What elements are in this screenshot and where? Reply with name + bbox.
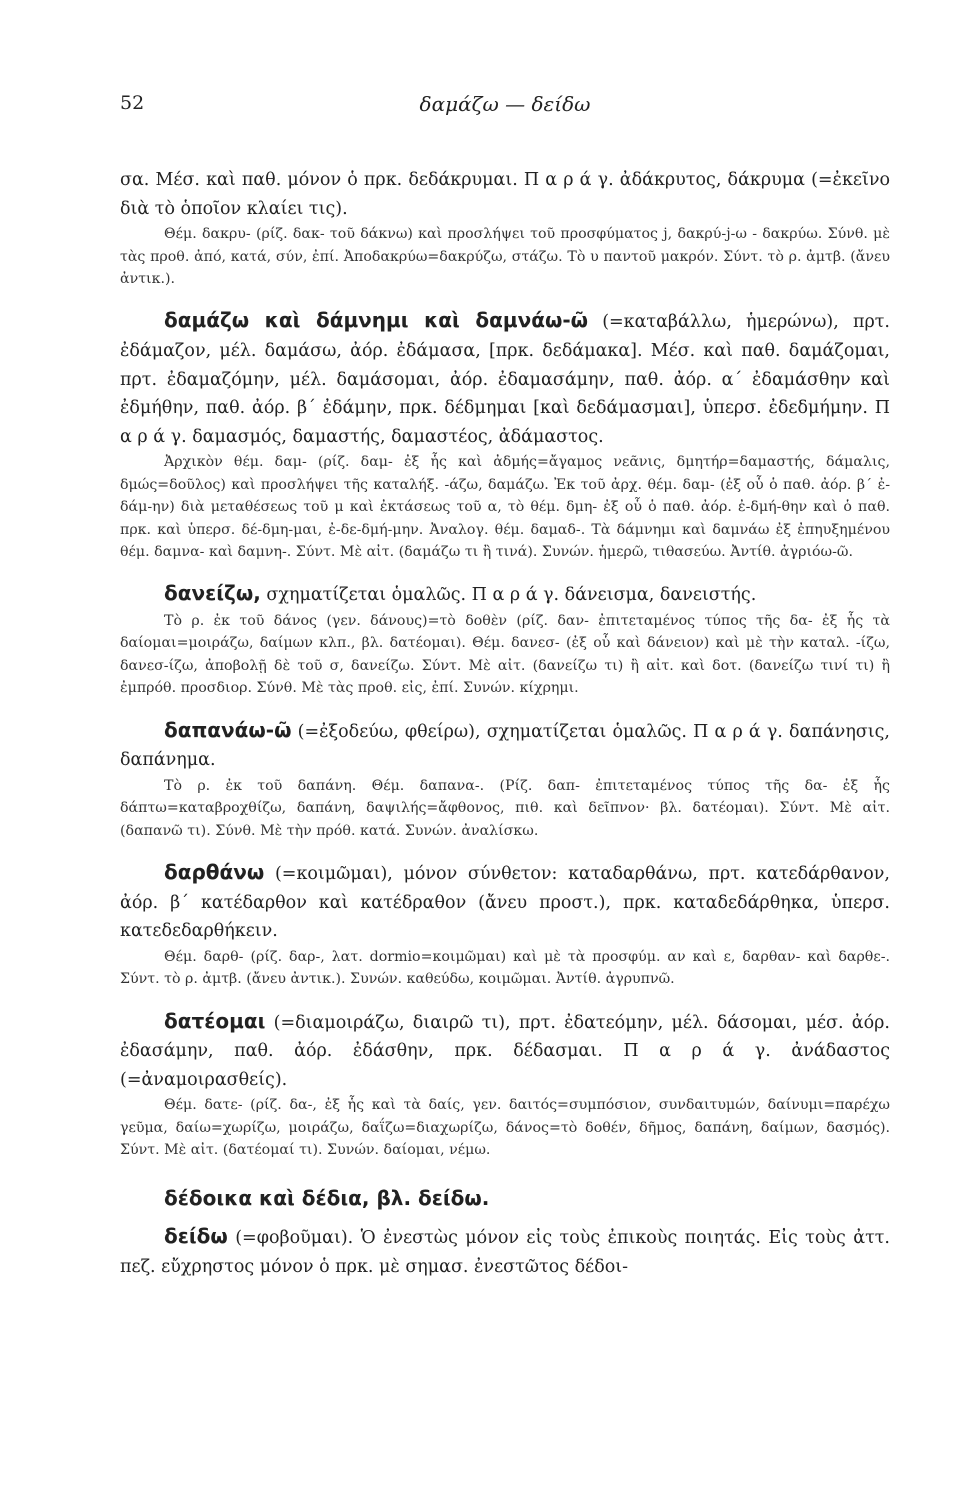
entry-main-paragraph (120, 1007, 890, 1095)
page-header (120, 92, 890, 122)
entry-etymology-note: Ἀρχικὸν θέμ. δαμ- (ρίζ. δαμ- ἐξ ἧς καὶ ἀδμής=ἄγαμος νεᾶνις, δμητήρ=δαμαστής, δάμαλις, δμώς=δοῦλος) καὶ προσλήψει τῆς καταλήξ. -άζω, δαμάζω. Ἐκ τοῦ ἀρχ. θέμ. δαμ- (ἐξ οὗ ὁ παθ. ἀόρ. β΄ ἐ-δάμ-ην) διὰ μεταθέσεως τοῦ μ καὶ ἐκτάσεως τοῦ α, τὸ θέμ. δμη- ἐξ οὗ ὁ παθ. ἀόρ. ἐ-δμή-θην καὶ ὁ παθ. πρκ. καὶ ὑπερσ. δέ-δμη-μαι, ἐ-δε-δμή-μην. Ἀναλογ. θέμ. δαμαδ-. Τὰ δάμνημι καὶ δαμνάω ἐξ ἐπηυξημένου θέμ. δαμνα- καὶ δαμνη-. Σύντ. Μὲ αἰτ. (δαμάζω τι ἢ τινά). Συνών. ἡμερῶ, τιθασεύω. Ἀντίθ. ἀγριόω-ῶ. (120, 454, 890, 560)
entry-main-text: (=κοιμῶμαι), μόνον σύνθετον: καταδαρθάνω, πρτ. κατεδάρθανον, ἀόρ. β΄ κατέδαρθον καὶ κατέδραθον (ἄνευ προστ.), πρκ. καταδεδάρθηκα, ὑπερσ. κατεδεδαρθήκειν. (120, 864, 890, 942)
entry-deido (120, 1222, 890, 1281)
entry-main-paragraph (120, 858, 890, 946)
entry-daneizo (120, 579, 890, 699)
entry-main-text: (=διαμοιράζω, διαιρῶ τι), πρτ. ἐδατεόμην, μέλ. δάσομαι, μέσ. ἀόρ. ἐδασάμην, παθ. ἀόρ. ἐδάσθην, πρκ. δέδασμαι. Π α ρ ά γ. ἀνάδαστος (=ἀναμοιρασθείς). (120, 1012, 890, 1090)
entry-dakryo-continuation (120, 166, 890, 290)
running-head: δαμάζω — δείδω (419, 92, 591, 116)
entry-main-paragraph (120, 716, 890, 775)
entry-main-paragraph (120, 1184, 890, 1215)
entry-damazo (120, 306, 890, 563)
entry-main-text: (=φοβοῦμαι). Ὁ ἐνεστὼς μόνον εἰς τοὺς ἐπικοὺς ποιητάς. Εἰς τοὺς ἀττ. πεζ. εὔχρηστος μόνον ὁ πρκ. μὲ σημασ. ἐνεστῶτος δέδοι- (120, 1228, 890, 1277)
entry-main-paragraph (120, 306, 890, 451)
entry-headword: δαπανάω-ῶ (164, 717, 292, 742)
entry-etymology-note: Θέμ. δαρθ- (ρίζ. δαρ-, λατ. dormio=κοιμῶμαι) καὶ μὲ τὰ προσφύμ. αν καὶ ε, δαρθαν- καὶ δαρθε-. Σύντ. τὸ ρ. ἀμτβ. (ἄνευ ἀντικ.). Συνών. καθεύδω, κοιμῶμαι. Ἀντίθ. ἀγρυπνῶ. (120, 948, 890, 988)
entry-etymology-note: Τὸ ρ. ἐκ τοῦ δαπάνη. Θέμ. δαπανα-. (Ρίζ. δαπ- ἐπιτεταμένος τύπος τῆς δα- ἐξ ἧς δάπτω=καταβροχθίζω, δαπάνη, δαψιλής=ἄφθονος, πιθ. καὶ δεῖπνον· βλ. δατέομαι). Σύντ. Μὲ αἰτ. (δαπανῶ τι). Σύνθ. Μὲ τὴν πρόθ. κατά. Συνών. ἀναλίσκω. (120, 777, 890, 839)
entry-headword: δείδω (164, 1224, 228, 1249)
entry-main-paragraph (120, 579, 890, 610)
entry-etymology-note: Τὸ ρ. ἐκ τοῦ δάνος (γεν. δάνους)=τὸ δοθὲν (ρίζ. δαν- ἐπιτεταμένος τύπος τῆς δα- ἐξ ἧς τὰ δαίομαι=μοιράζω, δαίμων κλπ., βλ. δατέομαι). Θέμ. δανεσ- (ἐξ οὗ καὶ δάνειον) καὶ μὲ τὴν καταλ. -ίζω, δανεσ-ίζω, ἀποβολῇ δὲ τοῦ σ, δανείζω. Σύντ. Μὲ αἰτ. (δανείζω τι) ἢ αἰτ. καὶ δοτ. (δανείζω τινί τι) ἢ ἐμπρόθ. προσδιορ. Σύνθ. Μὲ τὰς προθ. εἰς, ἐπί. Συνών. κίχρημι. (120, 613, 890, 697)
entry-dedoika (120, 1184, 890, 1215)
page-body (120, 150, 890, 1281)
entry-main-text: σα. Μέσ. καὶ παθ. μόνον ὁ πρκ. δεδάκρυμαι. Π α ρ ά γ. ἀδάκρυτος, δάκρυμα (=ἐκεῖνο διὰ τὸ ὁποῖον κλαίει τις). (120, 170, 890, 219)
entry-main-paragraph (120, 1222, 890, 1281)
entry-main-text: σχηματίζεται ὁμαλῶς. Π α ρ ά γ. δάνεισμα, δανειστής. (266, 585, 757, 606)
entry-etymology-note: Θέμ. δατε- (ρίζ. δα-, ἐξ ἧς καὶ τὰ δαίς, γεν. δαιτός=συμπόσιον, συνδαιτυμών, δαίνυμι=παρέχω γεῦμα, δαίω=χωρίζω, μοιράζω, δαΐζω=διαχωρίζω, δάνος=τὸ δοθέν, δῆμος, δαπάνη, δαίμων, δασμός). Σύντ. Μὲ αἰτ. (δατέομαί τι). Συνών. δαίομαι, νέμω. (120, 1097, 890, 1159)
entry-dateomai (120, 1007, 890, 1162)
entry-headword: δαρθάνω (164, 860, 265, 885)
entry-darthano (120, 858, 890, 991)
entry-main-text: (=ἐξοδεύω, φθείρω), σχηματίζεται ὁμαλῶς. Π α ρ ά γ. δαπάνησις, δαπάνημα. (120, 721, 890, 771)
entry-headword: δανείζω, (164, 581, 261, 606)
entry-headword: δαμάζω καὶ δάμνημι καὶ δαμνάω-ῶ (164, 308, 589, 333)
entry-main-text: (=καταβάλλω, ἡμερώνω), πρτ. ἐδάμαζον, μέλ. δαμάσω, ἀόρ. ἐδάμασα, [πρκ. δεδάμακα]. Μέσ. καὶ παθ. δαμάζομαι, πρτ. ἐδαμαζόμην, μέλ. δαμάσομαι, ἀόρ. ἐδαμασάμην, παθ. ἀόρ. α΄ ἐδαμάσθην καὶ ἐδμήθην, παθ. ἀόρ. β΄ ἐδάμην, πρκ. δέδμημαι [καὶ δεδάμασμαι], ὑπερσ. ἐδεδμήμην. Π α ρ ά γ. δαμασμός, δαμαστής, δαμαστέος, ἀδάμαστος. (120, 312, 890, 447)
entry-headword: δατέομαι (164, 1008, 266, 1033)
entry-dapanao (120, 716, 890, 842)
entry-etymology-note: Θέμ. δακρυ- (ρίζ. δακ- τοῦ δάκνω) καὶ προσλήψει τοῦ προσφύματος j, δακρύ-j-ω - δακρύω. Σύνθ. μὲ τὰς προθ. ἀπό, κατά, σύν, ἐπί. Ἀποδακρύω=δακρύζω, στάζω. Τὸ υ παντοῦ μακρόν. Σύντ. τὸ ρ. ἀμτβ. (ἄνευ ἀντικ.). (120, 226, 890, 287)
entry-headword: δέδοικα καὶ δέδια, βλ. δείδω. (164, 1185, 490, 1210)
page-number: 52 (120, 92, 145, 114)
